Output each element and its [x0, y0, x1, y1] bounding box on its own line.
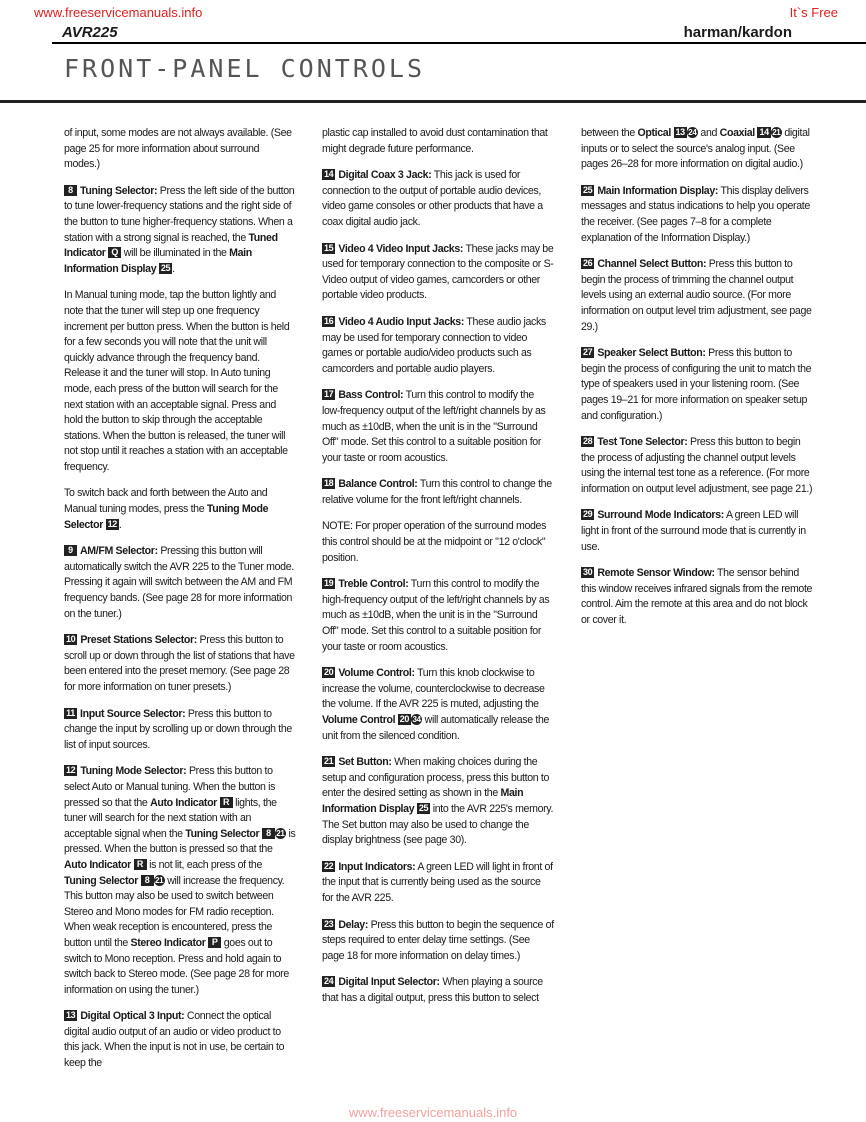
item-text: To switch back and forth between the Auto and Manual tuning modes, press the — [64, 487, 268, 516]
callout-number: 14 — [324, 169, 334, 180]
callout-number: 22 — [324, 860, 334, 871]
item-text: goes out to switch to Mono reception. Press and hold again to switch back to Stereo mode. (See page 28 for more information on using the tuner.) — [64, 936, 289, 996]
callout-letter: R — [220, 797, 233, 808]
callout-number: 20 — [399, 714, 410, 724]
brand-logo: harman/kardon — [683, 24, 792, 41]
item-heading: Volume Control: — [338, 667, 415, 680]
item-text: Turn this control to modify the high-frequency output of the left/right channels by as much as ±10dB, when the unit is in the "Surround Off" mode. Set this control to a suitable position for your taste or room acoustics. — [322, 578, 550, 653]
item-heading: Tuning Selector: — [80, 184, 158, 197]
callout-number: 25 — [418, 802, 429, 813]
item-text: . — [118, 518, 122, 531]
callout-number: 13 — [66, 1010, 76, 1021]
paragraph — [64, 486, 296, 533]
callout-circle: 21 — [276, 828, 285, 838]
item-text: Press this button to begin the process of configuring the unit to match the type of speakers used in your listening room. (See pages 19–21 for more information on speaker setup and configuration.) — [581, 347, 812, 422]
item-text: will increase the frequency. This button may also be used to switch between Stereo and Mono modes for FM radio reception. When weak reception is encountered, press the button until the — [64, 874, 285, 949]
callout-number: 11 — [64, 708, 77, 719]
ref-label: Tuning Mode Selector — [64, 503, 269, 531]
item-heading: Channel Select Button: — [597, 258, 707, 271]
paragraph: of input, some modes are not always available. (See page 25 for more information about surround modes.) — [64, 127, 292, 171]
callout-number: 8 — [262, 828, 275, 839]
paragraph: In Manual tuning mode, tap the button lightly and note that the tuner will step up one frequency increment per button press. When the button is held for a few seconds you will note that the unit will quickly advance through the frequency band. Release it and the tuner will stop. In Auto tuning mode, each press of the button will search for the next station with an acceptable signal. Press and hold the button to skip through the acceptable stations. When the button is released, the tuner will not stop until it reaches a station with an acceptable frequency. — [64, 289, 290, 473]
item-10 — [64, 633, 296, 695]
item-17 — [322, 388, 554, 466]
item-19 — [322, 577, 554, 655]
item-heading: Treble Control: — [338, 578, 409, 591]
item-text: is pressed. When the button is pressed so that the — [64, 827, 296, 856]
watermark-top-left[interactable]: www.freeservicemanuals.info — [34, 5, 203, 20]
ref-label: Main Information Display — [64, 247, 252, 275]
ref-label: Stereo Indicator — [130, 936, 206, 949]
item-text: This jack is used for connection to the output of portable audio devices, video game consoles or other products that have a coax digital audio jack. — [322, 169, 543, 228]
item-heading: Test Tone Selector: — [597, 436, 688, 449]
item-heading: Input Indicators: — [338, 860, 416, 873]
item-18 — [322, 477, 554, 508]
item-21 — [322, 755, 554, 849]
page-title: FRONT-PANEL CONTROLS — [64, 54, 426, 83]
item-23 — [322, 918, 554, 965]
callout-number: 12 — [107, 518, 117, 529]
item-text: will be illuminated in the — [121, 247, 230, 260]
item-25 — [581, 184, 813, 246]
callout-circle: 34 — [412, 715, 421, 724]
ref-label: Tuned Indicator — [64, 231, 278, 260]
callout-letter: Q — [108, 247, 121, 258]
item-heading: Surround Mode Indicators: — [597, 509, 724, 522]
callout-number: 13 — [675, 127, 685, 137]
callout-letter: R — [134, 859, 147, 870]
item-text: A green LED will light in front of the input that is currently being used as the source for the AVR 225. — [322, 860, 553, 904]
item-heading: Digital Optical 3 Input: — [80, 1010, 185, 1023]
item-text: Press this button to change the input by scrolling up or down through the list of input sources. — [64, 707, 292, 751]
column-3 — [581, 126, 813, 640]
item-12 — [64, 764, 296, 998]
item-text: digital inputs or to select the source's analog input. (See pages 26–28 for more information on digital audio.) — [581, 127, 810, 171]
item-text: Press this button to scroll up or down through the list of stations that have been entered into the preset memory. (See page 28 for more information on tuner presets.) — [64, 634, 295, 693]
item-heading: Input Source Selector: — [80, 707, 186, 720]
item-heading: Delay: — [338, 918, 369, 931]
item-heading: Video 4 Audio Input Jacks: — [338, 315, 465, 328]
item-30 — [581, 566, 813, 628]
callout-circle: 24 — [688, 128, 697, 137]
callout-circle: 21 — [155, 875, 164, 885]
item-heading: Remote Sensor Window: — [597, 567, 715, 580]
item-14 — [322, 168, 554, 230]
item-text: lights, the tuner will search for the next station with an acceptable signal when the — [64, 796, 277, 840]
callout-number: 10 — [66, 634, 76, 645]
item-13 — [64, 1009, 296, 1071]
callout-number: 8 — [64, 185, 77, 196]
item-26 — [581, 257, 813, 335]
item-text: will automatically release the unit from the silenced condition. — [322, 714, 550, 742]
callout-number: 9 — [64, 545, 77, 556]
ref-label: Auto Indicator — [150, 796, 217, 809]
item-text: These jacks may be used for temporary connection to the composite or S-Video output of video games, camcorders or other portable video products. — [322, 242, 554, 302]
item-heading: Tuning Mode Selector: — [80, 765, 187, 778]
item-22 — [322, 860, 554, 907]
item-heading: Speaker Select Button: — [597, 347, 706, 360]
title-divider — [0, 100, 866, 103]
item-9 — [64, 544, 296, 622]
item-text: Turn this control to change the relative volume for the front left/right channels. — [322, 478, 552, 506]
item-text: Press the left side of the button to tune lower-frequency stations and the right side of the button to tune higher-frequency stations. When a station with a strong signal is reached, the — [64, 184, 295, 244]
callout-number: 25 — [583, 184, 593, 195]
item-text: is not lit, each press of the — [146, 858, 263, 871]
callout-number: 12 — [66, 765, 76, 776]
item-heading: Digital Input Selector: — [338, 976, 440, 989]
item-20 — [322, 666, 554, 744]
callout-number: 27 — [583, 347, 593, 358]
item-text: and — [697, 127, 720, 139]
column-1 — [64, 126, 296, 1083]
watermark-top-right: It`s Free — [789, 5, 838, 20]
item-text: A green LED will light in front of the surround mode that is currently in use. — [581, 509, 806, 553]
item-11 — [64, 707, 296, 754]
callout-number: 28 — [583, 436, 593, 447]
item-text: When playing a source that has a digital output, press this button to select — [322, 976, 543, 1004]
callout-number: 25 — [160, 262, 171, 273]
ref-label: Coaxial — [719, 127, 755, 139]
callout-number: 18 — [324, 478, 334, 489]
item-text: This display delivers messages and status indications to help you operate the receiver. (See pages 7–8 for a complete explanation of the Information Display.) — [581, 184, 810, 244]
item-heading: Bass Control: — [338, 389, 404, 402]
ref-label: Main Information Display — [322, 787, 524, 815]
item-heading: Preset Stations Selector: — [80, 634, 197, 647]
item-28 — [581, 435, 813, 497]
item-16 — [322, 315, 554, 377]
item-heading: Main Information Display: — [597, 184, 719, 197]
watermark-bottom[interactable]: www.freeservicemanuals.info — [348, 1105, 518, 1120]
item-heading: Set Button: — [338, 756, 392, 769]
paragraph — [581, 126, 813, 173]
item-text: Press this button to select Auto or Manual tuning. When the button is pressed so that the — [64, 765, 276, 809]
callout-number: 20 — [324, 667, 334, 678]
item-29 — [581, 508, 813, 555]
item-text: Pressing this button will automatically switch the AVR 225 to the Tuner mode. Pressing it again will switch between the AM and FM frequency bands. (See page 28 for more information on the tuner.) — [64, 545, 294, 620]
model-name: AVR225 — [62, 24, 118, 41]
callout-number: 16 — [324, 315, 334, 326]
item-27 — [581, 346, 813, 424]
callout-number: 24 — [324, 976, 334, 987]
ref-label: Tuning Selector — [64, 874, 139, 887]
item-text: The sensor behind this window receives infrared signals from the remote control. Aim the remote at this area and do not block or cover it. — [581, 567, 813, 627]
item-heading: Video 4 Video Input Jacks: — [338, 242, 464, 255]
item-text: . — [172, 262, 175, 275]
item-text: Turn this control to modify the low-frequency output of the left/right channels by as much as ±10dB, when the unit is in the "Surround Off" mode. Set this control to a suitable position for your taste or room acoustics. — [322, 389, 546, 464]
callout-number: 23 — [324, 918, 334, 929]
callout-number: 30 — [583, 567, 593, 578]
ref-label: Tuning Selector — [185, 827, 260, 840]
item-text: Press this button to begin the process of adjusting the channel output levels using the internal test tone as a reference. (For more information on output level adjustment, see page 21.) — [581, 436, 813, 495]
note: NOTE: For proper operation of the surround modes this control should be at the midpoint or "12 o'clock" position. — [322, 520, 547, 564]
ref-label: Volume Control — [322, 714, 396, 726]
paragraph: plastic cap installed to avoid dust contamination that might degrade future performance. — [322, 127, 548, 155]
item-text: into the AVR 225's memory. The Set button may also be used to change the display brightness (see page 30). — [322, 802, 554, 847]
item-15 — [322, 242, 554, 304]
item-text: Turn this knob clockwise to increase the volume, counterclockwise to decrease the volume. If the AVR 225 is muted, adjusting the — [322, 667, 545, 711]
callout-number: 29 — [583, 509, 593, 520]
ref-label: Optical — [637, 127, 671, 139]
column-2 — [322, 126, 554, 1018]
item-heading: Digital Coax 3 Jack: — [338, 169, 432, 182]
item-text: Press this button to begin the sequence of steps required to enter delay time settings. (See page 18 for more information on delay times.) — [322, 918, 554, 962]
item-text: When making choices during the setup and configuration process, press this button to enter the desired setting as shown in the — [322, 756, 550, 800]
item-text: Connect the optical digital audio output of an audio or video product to this jack. When the input is not in use, be certain to keep the — [64, 1010, 285, 1070]
item-text: between the — [581, 127, 638, 139]
callout-number: 8 — [141, 875, 154, 886]
item-text: These audio jacks may be used for temporary connection to video games or portable audio/video products such as camcorders and portable audio players. — [322, 315, 546, 375]
item-text: Press this button to begin the process of trimming the channel output levels using an external audio source. (For more information on output level trim adjustment, see page 29.) — [581, 258, 812, 333]
callout-circle: 21 — [772, 128, 781, 137]
callout-number: 21 — [324, 756, 334, 767]
item-24 — [322, 975, 554, 1006]
ref-label: Auto Indicator — [64, 858, 131, 871]
callout-number: 17 — [324, 389, 334, 400]
callout-number: 15 — [324, 242, 334, 253]
header-divider — [52, 42, 866, 44]
callout-number: 26 — [583, 258, 593, 269]
item-heading: AM/FM Selector: — [80, 545, 158, 558]
callout-letter: P — [208, 937, 221, 948]
callout-number: 19 — [324, 578, 334, 589]
callout-number: 14 — [759, 127, 769, 137]
item-heading: Balance Control: — [338, 478, 418, 491]
item-8 — [64, 184, 296, 278]
